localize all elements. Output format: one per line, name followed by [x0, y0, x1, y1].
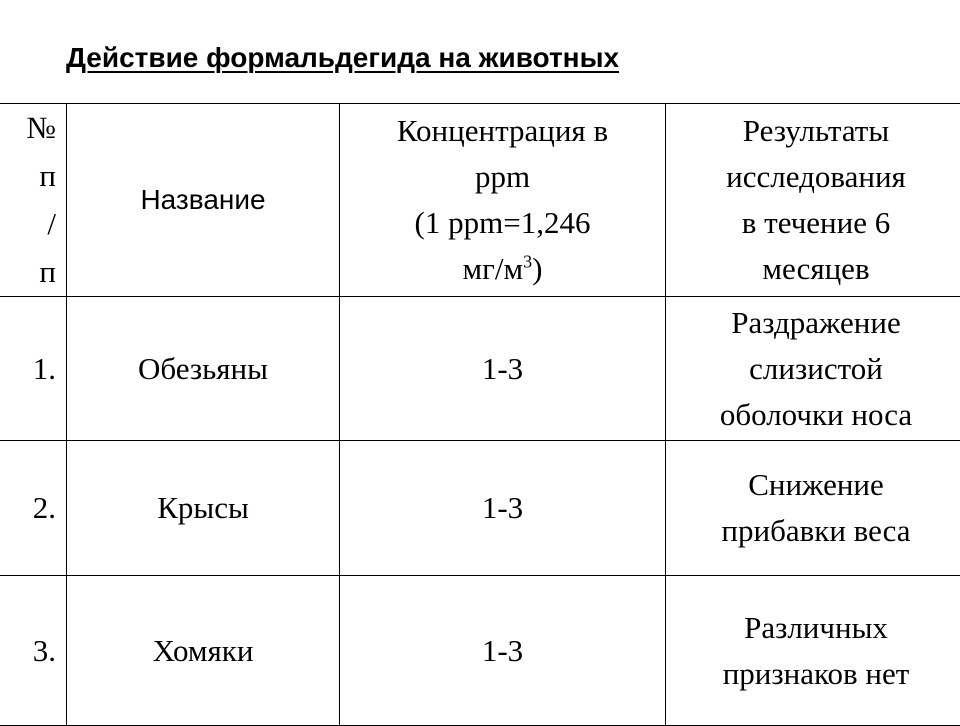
header-results-line: исследования — [674, 154, 958, 200]
row-concentration: 1-3 — [340, 297, 666, 441]
header-number-line: / — [0, 200, 56, 248]
row-number: 1. — [0, 297, 67, 441]
header-number-line: п — [0, 152, 56, 200]
header-conc-unit: мг/м — [463, 251, 524, 286]
row-result-line: Раздражение — [674, 300, 958, 346]
row-result-line: слизистой — [674, 346, 958, 392]
row-result — [666, 441, 960, 576]
row-result-line: Снижение — [674, 462, 958, 508]
row-name: Крысы — [67, 441, 340, 576]
header-number-line: № — [0, 104, 56, 152]
header-conc-line: (1 ppm=1,246 — [340, 200, 665, 246]
table-row — [0, 576, 960, 726]
table-row — [0, 297, 960, 441]
header-number-line: п — [0, 248, 56, 296]
page-title: Действие формальдегида на животных — [66, 42, 619, 74]
header-name: Название — [67, 104, 340, 297]
header-results — [666, 104, 960, 297]
data-table — [0, 103, 960, 726]
header-conc-close: ) — [532, 251, 542, 286]
header-conc-line: ppm — [340, 154, 665, 200]
header-results-line: Результаты — [674, 108, 958, 154]
row-result-line: оболочки носа — [674, 392, 958, 438]
header-results-line: в течение 6 — [674, 200, 958, 246]
row-name: Обезьяны — [67, 297, 340, 441]
row-result-line: прибавки веса — [674, 508, 958, 554]
row-name: Хомяки — [67, 576, 340, 726]
table-header-row — [0, 104, 960, 297]
row-result-line: Различных — [674, 605, 958, 651]
row-concentration: 1-3 — [340, 576, 666, 726]
header-results-line: месяцев — [674, 246, 958, 292]
header-conc-exponent: 3 — [523, 252, 532, 272]
header-conc-line — [340, 246, 665, 292]
table-row — [0, 441, 960, 576]
row-number: 3. — [0, 576, 67, 726]
row-number: 2. — [0, 441, 67, 576]
header-number — [0, 104, 67, 297]
row-concentration: 1-3 — [340, 441, 666, 576]
row-result-line: признаков нет — [674, 651, 958, 697]
header-conc-line: Концентрация в — [340, 108, 665, 154]
row-result — [666, 297, 960, 441]
header-concentration — [340, 104, 666, 297]
row-result — [666, 576, 960, 726]
